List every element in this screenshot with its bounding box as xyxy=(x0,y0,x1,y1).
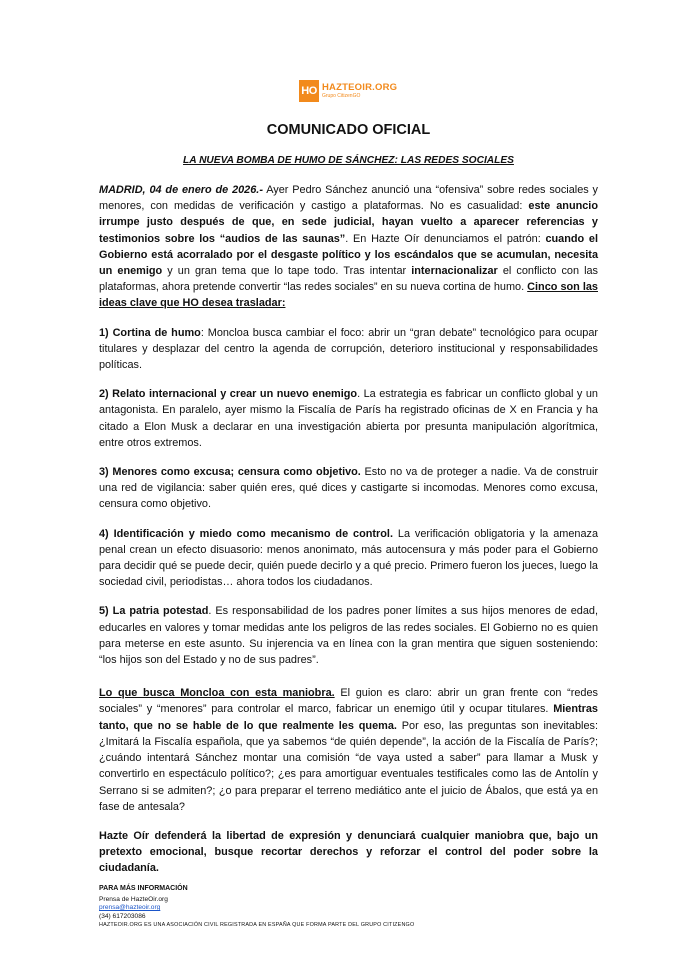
logo-tagline: Grupo CitizenGO xyxy=(322,92,361,99)
page-title: COMUNICADO OFICIAL xyxy=(266,122,431,138)
footer-phone: (34) 617203086 xyxy=(99,912,146,920)
moncloa-paragraph: Lo que busca Moncloa con esta maniobra. El guion es claro: abrir un gran frente con “redes sociales” y “menores” para controlar el marco, fabricar un enemigo útil y ocupar titulares. Mientras tanto, que no se hable de lo que realmente les quema. Por eso, las preguntas son inevitables: ¿Imitará la Fiscalía española, que ya sabemos “de quién depende”, la acción de la Fiscalía de París?; ¿cuándo intentará Sánchez montar una comisión “de vaya usted a saber” para llamar a Musk y convertirlo en espectáculo político?; ¿es para amortiguar eventuales testificales como las de Antolín y Serrano si se admiten?; ¿o para preparar el terreno mediático ante el juicio de Ábalos, que está ya en fase de antesala? xyxy=(99,687,598,813)
point-1: 1) Cortina de humo: Moncloa busca cambiar el foco: abrir un “gran debate” tecnológico para ocupar titulares y desplazar del centro la agenda de corrupción, deterioro institucional y responsabilidades políticas. xyxy=(99,326,599,372)
release-body xyxy=(99,182,598,890)
hazteoir-logo xyxy=(299,80,397,102)
logo-name: HAZTEOIR.ORG xyxy=(322,82,398,94)
footer-press-line: Prensa de HazteOir.org xyxy=(99,895,168,903)
intro-paragraph: MADRID, 04 de enero de 2026.- Ayer Pedro Sánchez anunció una “ofensiva” sobre redes sociales y menores, con medidas de verificación y castigo a plataformas. No es casualidad: este anuncio irrumpe justo después de que, en sede judicial, hayan vuelto a aparecer referencias y testimonios sobre los “audios de las saunas”. En Hazte Oír denunciamos el patrón: cuando el Gobierno está acorralado por el desgaste político y los escándalos que se acumulan, necesita un enemigo y un gran tema que lo tape todo. Tras intentar internacionalizar el conflicto con las plataformas, ahora pretende convertir “las redes sociales” en su nueva cortina de humo. Cinco son las ideas clave que HO desea trasladar: xyxy=(99,184,599,310)
point-3: 3) Menores como excusa; censura como objetivo. Esto no va de proteger a nadie. Va de construir una red de vigilancia: saber quién eres, qué dices y castigarte si incomodas. Menores como excusa, censura como objetivo. xyxy=(99,466,598,511)
dateline: MADRID, 04 de enero de 2026.- xyxy=(99,184,263,196)
footer-heading: PARA MÁS INFORMACIÓN xyxy=(99,885,188,892)
contact-footer xyxy=(99,885,599,930)
point-5: 5) La patria potestad. Es responsabilidad de los padres poner límites a sus hijos menores de edad, educarles en valores y tomar medidas ante los peligros de las redes sociales. El Gobierno no es quien para meterse en este asunto. Su injerencia va en línea con la gran mentira que siguen sosteniendo: “los hijos son del Estado y no de sus padres”. xyxy=(99,605,598,667)
point-4: 4) Identificación y miedo como mecanismo de control. La verificación obligatoria y la amenaza penal crean un efecto disuasorio: menos anonimato, más autocensura y más poder para el Gobierno para decidir qué se puede decir, quién puede decirlo y a qué precio. Primero fueron los jueces, luego la sociedad civil, periodistas… ahora todos los ciudadanos. xyxy=(99,527,599,589)
footer-legal: HAZTEOIR.ORG ES UNA ASOCIACIÓN CIVIL REGISTRADA EN ESPAÑA QUE FORMA PARTE DEL GRUPO CITIZENGO xyxy=(99,922,415,929)
closing-statement: Hazte Oír defenderá la libertad de expresión y denunciará cualquier maniobra que, bajo un pretexto emocional, busque recortar derechos y reforzar el control del poder sobre la ciudadanía. xyxy=(99,829,598,875)
footer-email-link[interactable]: prensa@hazteoir.org xyxy=(99,904,161,912)
point-2: 2) Relato internacional y crear un nuevo enemigo. La estrategia es fabricar un conflicto global y un antagonista. En paralelo, ayer mismo la Fiscalía de París ha registrado oficinas de X en Francia y ha citado a Elon Musk a declarar en una investigación abierta por presunta manipulación algorítmica, entre otros extremos. xyxy=(99,388,598,449)
logo-mark: HO xyxy=(299,80,319,102)
page-subtitle: LA NUEVA BOMBA DE HUMO DE SÁNCHEZ: LAS REDES SOCIALES xyxy=(183,155,514,166)
